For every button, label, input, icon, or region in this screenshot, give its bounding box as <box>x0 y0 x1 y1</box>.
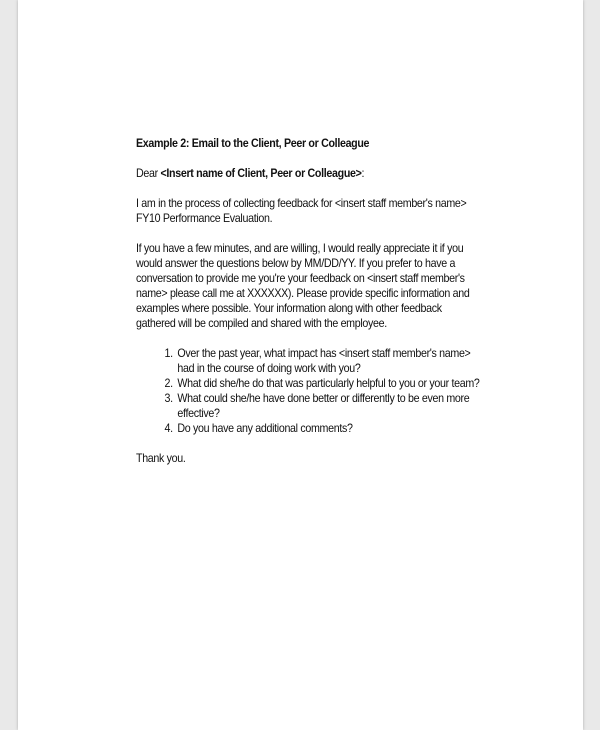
greeting-suffix: : <box>361 167 365 180</box>
list-item <box>165 421 487 436</box>
list-item <box>165 346 487 376</box>
greeting-recipient-placeholder: <Insert name of Client, Peer or Colleague> <box>160 167 362 180</box>
question-number: 1. <box>164 347 173 360</box>
question-text: Do you have any additional comments? <box>177 422 353 435</box>
greeting-prefix: Dear <box>136 167 161 180</box>
question-text: What could she/he have done better or differently to be even more effective? <box>177 392 470 420</box>
request-paragraph: If you have a few minutes, and are willing, I would really appreciate it if you would answer the questions below by MM/DD/YY. If you prefer to have a conversation to provide me you're your feedback on <insert staff member's name> please call me at XXXXXX). Please provide specific information and examples where possible. Your information along with other feedback gathered will be compiled and shared with the employee. <box>136 242 470 330</box>
email-template <box>136 136 480 466</box>
closing-line: Thank you. <box>136 452 186 465</box>
question-number: 3. <box>164 392 173 405</box>
example-heading: Example 2: Email to the Client, Peer or Colleague <box>136 137 370 150</box>
greeting-line <box>136 166 453 181</box>
question-text: Over the past year, what impact has <insert staff member's name> had in the course of doing work with you? <box>177 347 471 375</box>
question-text: What did she/he do that was particularly helpful to you or your team? <box>177 377 480 390</box>
intro-paragraph: I am in the process of collecting feedback for <insert staff member's name> FY10 Performance Evaluation. <box>136 197 467 225</box>
question-number: 2. <box>164 377 173 390</box>
document-page <box>18 0 583 730</box>
question-number: 4. <box>164 422 173 435</box>
list-item <box>165 391 487 421</box>
list-item <box>165 376 487 391</box>
question-list <box>136 346 487 436</box>
